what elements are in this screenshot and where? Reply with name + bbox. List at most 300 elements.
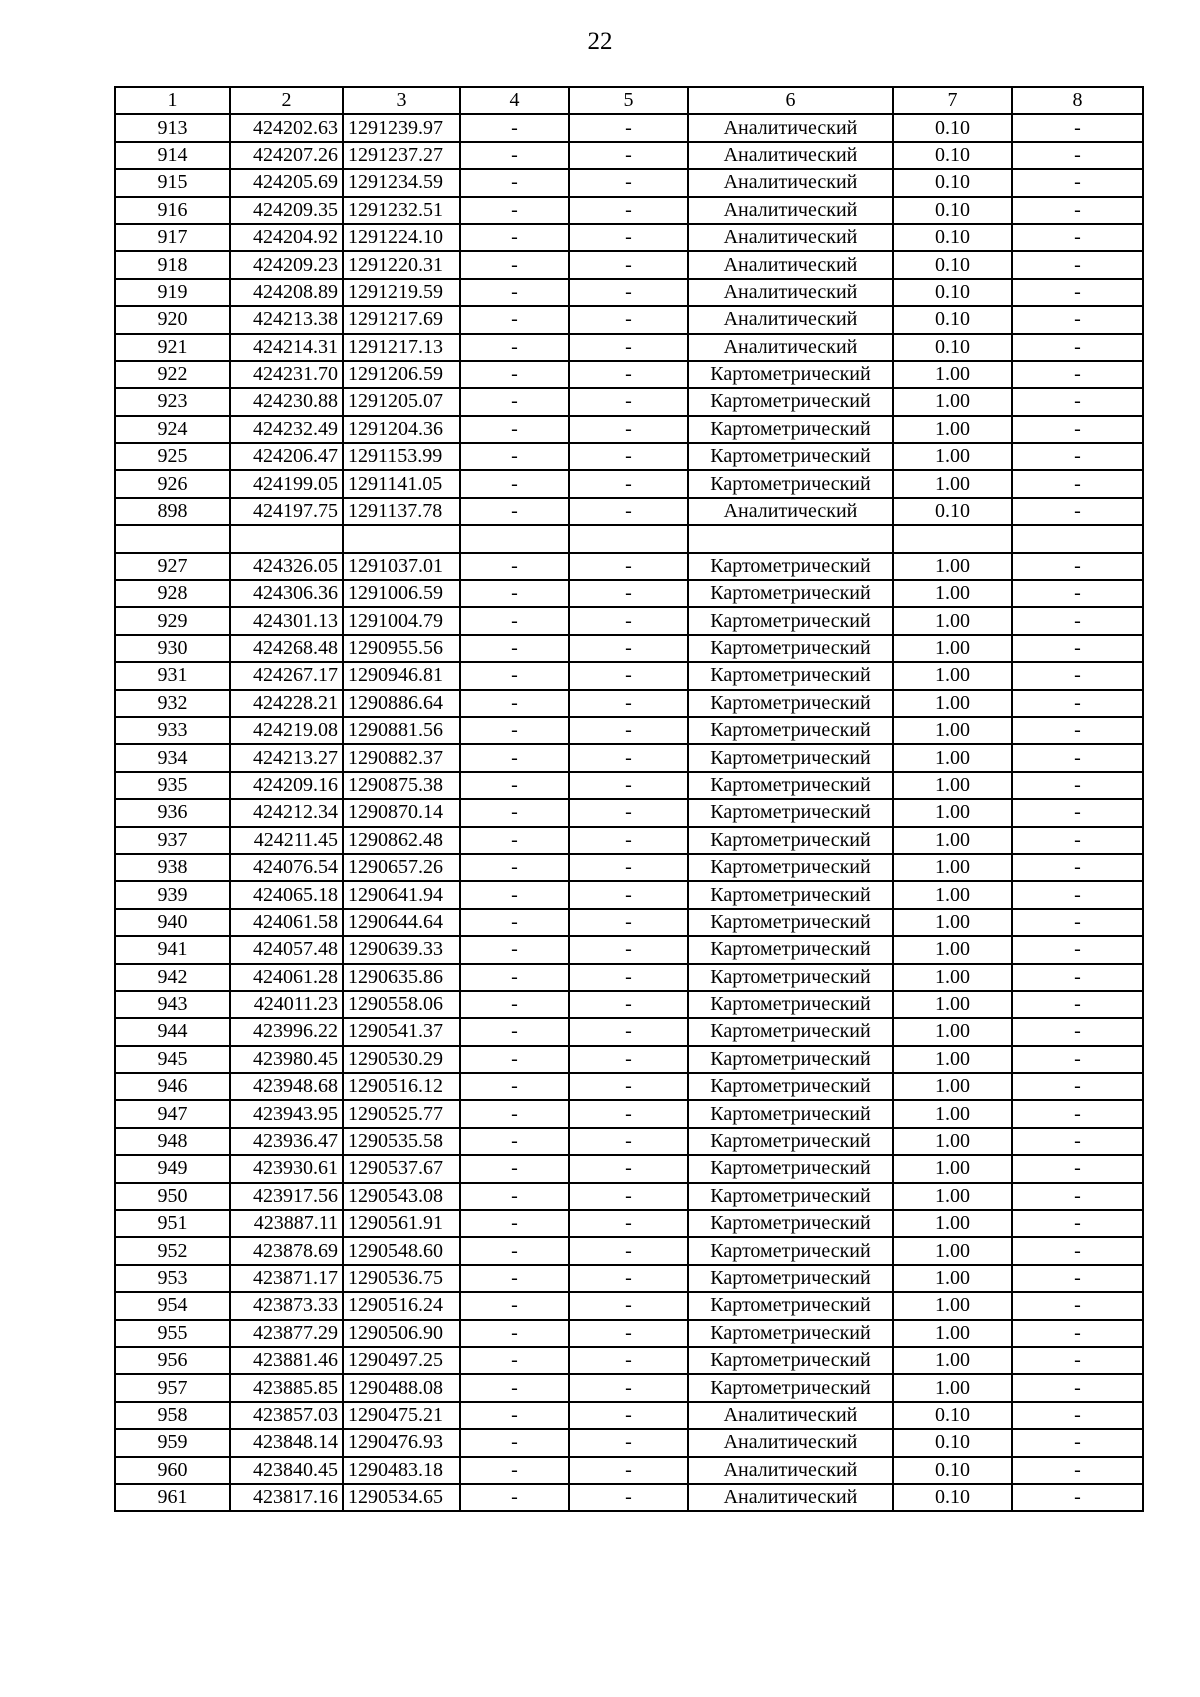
table-cell: 423878.69: [230, 1237, 343, 1264]
table-cell: -: [569, 361, 688, 388]
table-cell: 1290641.94: [343, 881, 460, 908]
table-cell: Аналитический: [688, 142, 893, 169]
table-cell: 1.00: [893, 1347, 1012, 1374]
table-cell: -: [1012, 607, 1143, 634]
table-cell: -: [569, 1484, 688, 1511]
table-cell: -: [1012, 306, 1143, 333]
table-cell: 956: [115, 1347, 230, 1374]
coordinates-table: [114, 86, 1144, 1512]
table-cell: -: [569, 1210, 688, 1237]
table-cell: -: [569, 936, 688, 963]
header-cell: 3: [343, 87, 460, 114]
table-cell: -: [1012, 772, 1143, 799]
table-cell: 424219.08: [230, 717, 343, 744]
table-cell: -: [460, 991, 569, 1018]
table-cell: -: [569, 388, 688, 415]
table-cell: 424061.28: [230, 964, 343, 991]
table-cell: -: [569, 662, 688, 689]
table-cell: 947: [115, 1100, 230, 1127]
table-cell: 936: [115, 799, 230, 826]
table-cell: 424057.48: [230, 936, 343, 963]
table-cell: Картометрический: [688, 1128, 893, 1155]
table-cell: 1.00: [893, 1155, 1012, 1182]
table-cell: -: [1012, 635, 1143, 662]
table-row: [115, 470, 1143, 497]
table-cell: 1290535.58: [343, 1128, 460, 1155]
table-cell: 951: [115, 1210, 230, 1237]
table-cell: -: [1012, 662, 1143, 689]
table-cell: -: [569, 991, 688, 1018]
table-row: [115, 224, 1143, 251]
table-cell: 1291234.59: [343, 169, 460, 196]
table-cell: 424213.27: [230, 744, 343, 771]
header-cell: 5: [569, 87, 688, 114]
table-cell: 926: [115, 470, 230, 497]
table-row: [115, 1128, 1143, 1155]
table-cell: -: [460, 1292, 569, 1319]
table-cell: -: [1012, 854, 1143, 881]
table-row: [115, 1183, 1143, 1210]
table-row: [115, 580, 1143, 607]
table-cell: -: [460, 881, 569, 908]
table-cell: -: [1012, 991, 1143, 1018]
table-cell: -: [460, 388, 569, 415]
table-cell: Картометрический: [688, 1237, 893, 1264]
table-row: [115, 416, 1143, 443]
table-cell: 1291219.59: [343, 279, 460, 306]
table-cell: 424267.17: [230, 662, 343, 689]
table-cell: -: [569, 1347, 688, 1374]
table-row: [115, 1018, 1143, 1045]
table-cell: -: [1012, 909, 1143, 936]
table-cell: -: [1012, 690, 1143, 717]
table-cell: -: [460, 1237, 569, 1264]
table-row: [115, 1210, 1143, 1237]
table-cell: 1.00: [893, 744, 1012, 771]
table-cell: 424076.54: [230, 854, 343, 881]
table-row: [115, 142, 1143, 169]
table-cell: -: [460, 1402, 569, 1429]
table-cell: Картометрический: [688, 443, 893, 470]
table-cell: 1.00: [893, 799, 1012, 826]
table-cell: Картометрический: [688, 1046, 893, 1073]
table-row: [115, 498, 1143, 525]
table-cell: -: [569, 881, 688, 908]
table-cell: Картометрический: [688, 1155, 893, 1182]
table-cell: 948: [115, 1128, 230, 1155]
table-cell: 1290548.60: [343, 1237, 460, 1264]
table-cell: -: [569, 1402, 688, 1429]
table-cell: -: [569, 827, 688, 854]
table-cell: Картометрический: [688, 1210, 893, 1237]
table-row: [115, 936, 1143, 963]
table-cell: 898: [115, 498, 230, 525]
table-cell: -: [1012, 1292, 1143, 1319]
table-cell: 1290483.18: [343, 1457, 460, 1484]
table-cell: -: [460, 1018, 569, 1045]
table-cell: -: [1012, 361, 1143, 388]
table-cell: -: [460, 772, 569, 799]
table-cell: [115, 525, 230, 552]
table-row: [115, 1320, 1143, 1347]
table-cell: -: [460, 498, 569, 525]
table-cell: -: [460, 306, 569, 333]
table-cell: -: [569, 1237, 688, 1264]
table-cell: -: [569, 964, 688, 991]
table-cell: 953: [115, 1265, 230, 1292]
table-cell: 1291232.51: [343, 197, 460, 224]
table-header-row: [115, 87, 1143, 114]
table-cell: 424207.26: [230, 142, 343, 169]
table-cell: 423881.46: [230, 1347, 343, 1374]
table-cell: 917: [115, 224, 230, 251]
table-cell: [688, 525, 893, 552]
table-cell: -: [569, 607, 688, 634]
table-cell: Картометрический: [688, 1018, 893, 1045]
table-cell: -: [460, 251, 569, 278]
table-cell: 424230.88: [230, 388, 343, 415]
table-cell: 1290488.08: [343, 1374, 460, 1401]
table-row: [115, 114, 1143, 141]
table-cell: -: [460, 334, 569, 361]
table-cell: -: [569, 1073, 688, 1100]
table-cell: 1291206.59: [343, 361, 460, 388]
table-cell: Картометрический: [688, 580, 893, 607]
table-cell: 424326.05: [230, 553, 343, 580]
table-cell: Картометрический: [688, 662, 893, 689]
table-row: [115, 1429, 1143, 1456]
table-cell: -: [569, 498, 688, 525]
table-cell: -: [460, 142, 569, 169]
table-cell: Картометрический: [688, 607, 893, 634]
table-cell: -: [1012, 964, 1143, 991]
table-cell: -: [460, 279, 569, 306]
table-cell: 960: [115, 1457, 230, 1484]
table-cell: 952: [115, 1237, 230, 1264]
table-cell: 1291153.99: [343, 443, 460, 470]
table-cell: 1291004.79: [343, 607, 460, 634]
table-cell: 1290506.90: [343, 1320, 460, 1347]
table-cell: Аналитический: [688, 169, 893, 196]
table-cell: 1.00: [893, 1183, 1012, 1210]
table-cell: 1291137.78: [343, 498, 460, 525]
table-cell: -: [1012, 1128, 1143, 1155]
header-cell: 8: [1012, 87, 1143, 114]
table-cell: 1.00: [893, 1073, 1012, 1100]
table-cell: 1290644.64: [343, 909, 460, 936]
table-cell: 1.00: [893, 964, 1012, 991]
table-cell: Картометрический: [688, 991, 893, 1018]
table-cell: 424208.89: [230, 279, 343, 306]
table-cell: Аналитический: [688, 498, 893, 525]
table-cell: 1290476.93: [343, 1429, 460, 1456]
table-cell: -: [1012, 279, 1143, 306]
table-cell: -: [569, 799, 688, 826]
table-cell: -: [569, 690, 688, 717]
table-cell: 424209.35: [230, 197, 343, 224]
table-cell: Аналитический: [688, 197, 893, 224]
table-cell: 423917.56: [230, 1183, 343, 1210]
table-cell: 935: [115, 772, 230, 799]
table-cell: 1290530.29: [343, 1046, 460, 1073]
table-cell: 1290536.75: [343, 1265, 460, 1292]
table-row: [115, 690, 1143, 717]
table-cell: 1290541.37: [343, 1018, 460, 1045]
table-cell: -: [1012, 553, 1143, 580]
table-cell: -: [460, 854, 569, 881]
table-cell: 954: [115, 1292, 230, 1319]
table-cell: 0.10: [893, 334, 1012, 361]
table-cell: Картометрический: [688, 470, 893, 497]
table-cell: 424232.49: [230, 416, 343, 443]
table-cell: 921: [115, 334, 230, 361]
table-cell: -: [460, 662, 569, 689]
table-cell: -: [460, 1429, 569, 1456]
table-cell: 1.00: [893, 361, 1012, 388]
table-cell: -: [1012, 1320, 1143, 1347]
table-cell: -: [569, 1046, 688, 1073]
table-cell: -: [1012, 224, 1143, 251]
table-cell: -: [460, 224, 569, 251]
table-cell: 1.00: [893, 690, 1012, 717]
table-cell: -: [569, 909, 688, 936]
table-cell: Картометрический: [688, 936, 893, 963]
table-cell: -: [569, 169, 688, 196]
table-cell: -: [1012, 470, 1143, 497]
table-cell: 1.00: [893, 854, 1012, 881]
table-cell: 1290516.24: [343, 1292, 460, 1319]
table-cell: -: [460, 470, 569, 497]
table-cell: -: [460, 1183, 569, 1210]
table-cell: Аналитический: [688, 114, 893, 141]
table-cell: 1.00: [893, 553, 1012, 580]
table-cell: -: [569, 744, 688, 771]
table-cell: 423877.29: [230, 1320, 343, 1347]
table-cell: -: [460, 169, 569, 196]
table-cell: 1290946.81: [343, 662, 460, 689]
table-cell: -: [569, 1292, 688, 1319]
table-row: [115, 1292, 1143, 1319]
header-cell: 4: [460, 87, 569, 114]
table-cell: -: [1012, 827, 1143, 854]
table-cell: 1291006.59: [343, 580, 460, 607]
table-cell: -: [1012, 197, 1143, 224]
table-cell: Картометрический: [688, 1347, 893, 1374]
table-cell: Аналитический: [688, 1402, 893, 1429]
table-cell: 0.10: [893, 197, 1012, 224]
table-cell: 949: [115, 1155, 230, 1182]
table-row: [115, 744, 1143, 771]
table-cell: 1290537.67: [343, 1155, 460, 1182]
table-cell: -: [1012, 717, 1143, 744]
table-cell: 922: [115, 361, 230, 388]
table-cell: 1290543.08: [343, 1183, 460, 1210]
table-cell: 1290534.65: [343, 1484, 460, 1511]
table-cell: 1.00: [893, 1237, 1012, 1264]
table-cell: 1290955.56: [343, 635, 460, 662]
table-cell: -: [569, 553, 688, 580]
table-cell: -: [1012, 1073, 1143, 1100]
table-row: [115, 306, 1143, 333]
table-cell: 934: [115, 744, 230, 771]
table-cell: 423887.11: [230, 1210, 343, 1237]
table-cell: 1290635.86: [343, 964, 460, 991]
table-row: [115, 772, 1143, 799]
table-cell: -: [1012, 1183, 1143, 1210]
table-cell: 1.00: [893, 1292, 1012, 1319]
table-cell: -: [1012, 1046, 1143, 1073]
table-row: [115, 553, 1143, 580]
table-cell: -: [569, 854, 688, 881]
table-row: [115, 1155, 1143, 1182]
table-cell: 1.00: [893, 443, 1012, 470]
table-cell: Аналитический: [688, 1429, 893, 1456]
table-cell: 959: [115, 1429, 230, 1456]
table-cell: -: [569, 1018, 688, 1045]
table-cell: -: [1012, 936, 1143, 963]
table-cell: 1291239.97: [343, 114, 460, 141]
table-cell: 424065.18: [230, 881, 343, 908]
table-row: [115, 1347, 1143, 1374]
table-cell: 1291141.05: [343, 470, 460, 497]
table-cell: -: [1012, 1155, 1143, 1182]
header-cell: 2: [230, 87, 343, 114]
table-cell: -: [569, 224, 688, 251]
table-cell: -: [460, 1320, 569, 1347]
table-cell: 1.00: [893, 991, 1012, 1018]
table-row: [115, 1073, 1143, 1100]
table-cell: -: [569, 334, 688, 361]
table-cell: 1291237.27: [343, 142, 460, 169]
table-cell: -: [569, 142, 688, 169]
table-row: [115, 909, 1143, 936]
table-cell: -: [460, 553, 569, 580]
table-cell: 0.10: [893, 114, 1012, 141]
table-cell: 424199.05: [230, 470, 343, 497]
table-cell: 1.00: [893, 1018, 1012, 1045]
table-cell: 955: [115, 1320, 230, 1347]
table-cell: 424211.45: [230, 827, 343, 854]
header-cell: 7: [893, 87, 1012, 114]
table-cell: 1.00: [893, 1128, 1012, 1155]
table-cell: Картометрический: [688, 744, 893, 771]
table-cell: 943: [115, 991, 230, 1018]
table-cell: 423943.95: [230, 1100, 343, 1127]
table-cell: -: [460, 114, 569, 141]
table-cell: -: [1012, 1100, 1143, 1127]
table-cell: 423996.22: [230, 1018, 343, 1045]
table-cell: Картометрический: [688, 854, 893, 881]
table-cell: 919: [115, 279, 230, 306]
table-cell: 1291220.31: [343, 251, 460, 278]
table-cell: 1291204.36: [343, 416, 460, 443]
table-row: [115, 525, 1143, 552]
table-cell: 423873.33: [230, 1292, 343, 1319]
table-cell: 1.00: [893, 470, 1012, 497]
table-row: [115, 854, 1143, 881]
table-cell: 1290639.33: [343, 936, 460, 963]
table-cell: Картометрический: [688, 881, 893, 908]
table-cell: 424306.36: [230, 580, 343, 607]
table-cell: Картометрический: [688, 964, 893, 991]
table-cell: -: [569, 470, 688, 497]
table-cell: 927: [115, 553, 230, 580]
table-cell: -: [1012, 1484, 1143, 1511]
table-cell: 424268.48: [230, 635, 343, 662]
table-cell: 916: [115, 197, 230, 224]
table-cell: -: [460, 799, 569, 826]
table-cell: 1.00: [893, 909, 1012, 936]
table-cell: 424301.13: [230, 607, 343, 634]
table-cell: 957: [115, 1374, 230, 1401]
table-cell: 1290870.14: [343, 799, 460, 826]
table-cell: -: [460, 1073, 569, 1100]
table-cell: -: [569, 306, 688, 333]
table-cell: -: [569, 1128, 688, 1155]
table-row: [115, 1374, 1143, 1401]
table-cell: 1290516.12: [343, 1073, 460, 1100]
table-cell: 1.00: [893, 717, 1012, 744]
table-cell: 423857.03: [230, 1402, 343, 1429]
table-cell: -: [569, 635, 688, 662]
table-cell: 944: [115, 1018, 230, 1045]
table-cell: 940: [115, 909, 230, 936]
table-row: [115, 1484, 1143, 1511]
table-cell: -: [460, 635, 569, 662]
table-cell: -: [460, 717, 569, 744]
table-cell: -: [460, 1210, 569, 1237]
table-cell: 0.10: [893, 251, 1012, 278]
table-cell: Аналитический: [688, 306, 893, 333]
table-cell: 424214.31: [230, 334, 343, 361]
table-cell: 0.10: [893, 279, 1012, 306]
table-cell: 0.10: [893, 1484, 1012, 1511]
table-cell: 423848.14: [230, 1429, 343, 1456]
table-cell: -: [460, 909, 569, 936]
table-cell: 939: [115, 881, 230, 908]
table-cell: 1.00: [893, 1374, 1012, 1401]
table-cell: -: [460, 1484, 569, 1511]
table-cell: 1290862.48: [343, 827, 460, 854]
table-cell: 929: [115, 607, 230, 634]
table-cell: Картометрический: [688, 799, 893, 826]
table-cell: -: [569, 1265, 688, 1292]
table-row: [115, 662, 1143, 689]
table-cell: 1290558.06: [343, 991, 460, 1018]
table-row: [115, 1457, 1143, 1484]
table-cell: 424061.58: [230, 909, 343, 936]
table-cell: 424204.92: [230, 224, 343, 251]
table-row: [115, 1237, 1143, 1264]
table-cell: 423840.45: [230, 1457, 343, 1484]
table-row: [115, 251, 1143, 278]
table-cell: -: [460, 1265, 569, 1292]
table-cell: 1.00: [893, 388, 1012, 415]
table-cell: -: [569, 1374, 688, 1401]
table-cell: -: [460, 607, 569, 634]
table-cell: 0.10: [893, 142, 1012, 169]
table-cell: -: [460, 416, 569, 443]
table-cell: [343, 525, 460, 552]
table-cell: -: [569, 416, 688, 443]
table-cell: -: [460, 580, 569, 607]
table-cell: 424212.34: [230, 799, 343, 826]
table-cell: 928: [115, 580, 230, 607]
table-cell: -: [1012, 416, 1143, 443]
table-cell: 0.10: [893, 224, 1012, 251]
table-cell: 913: [115, 114, 230, 141]
table-cell: Картометрический: [688, 1100, 893, 1127]
